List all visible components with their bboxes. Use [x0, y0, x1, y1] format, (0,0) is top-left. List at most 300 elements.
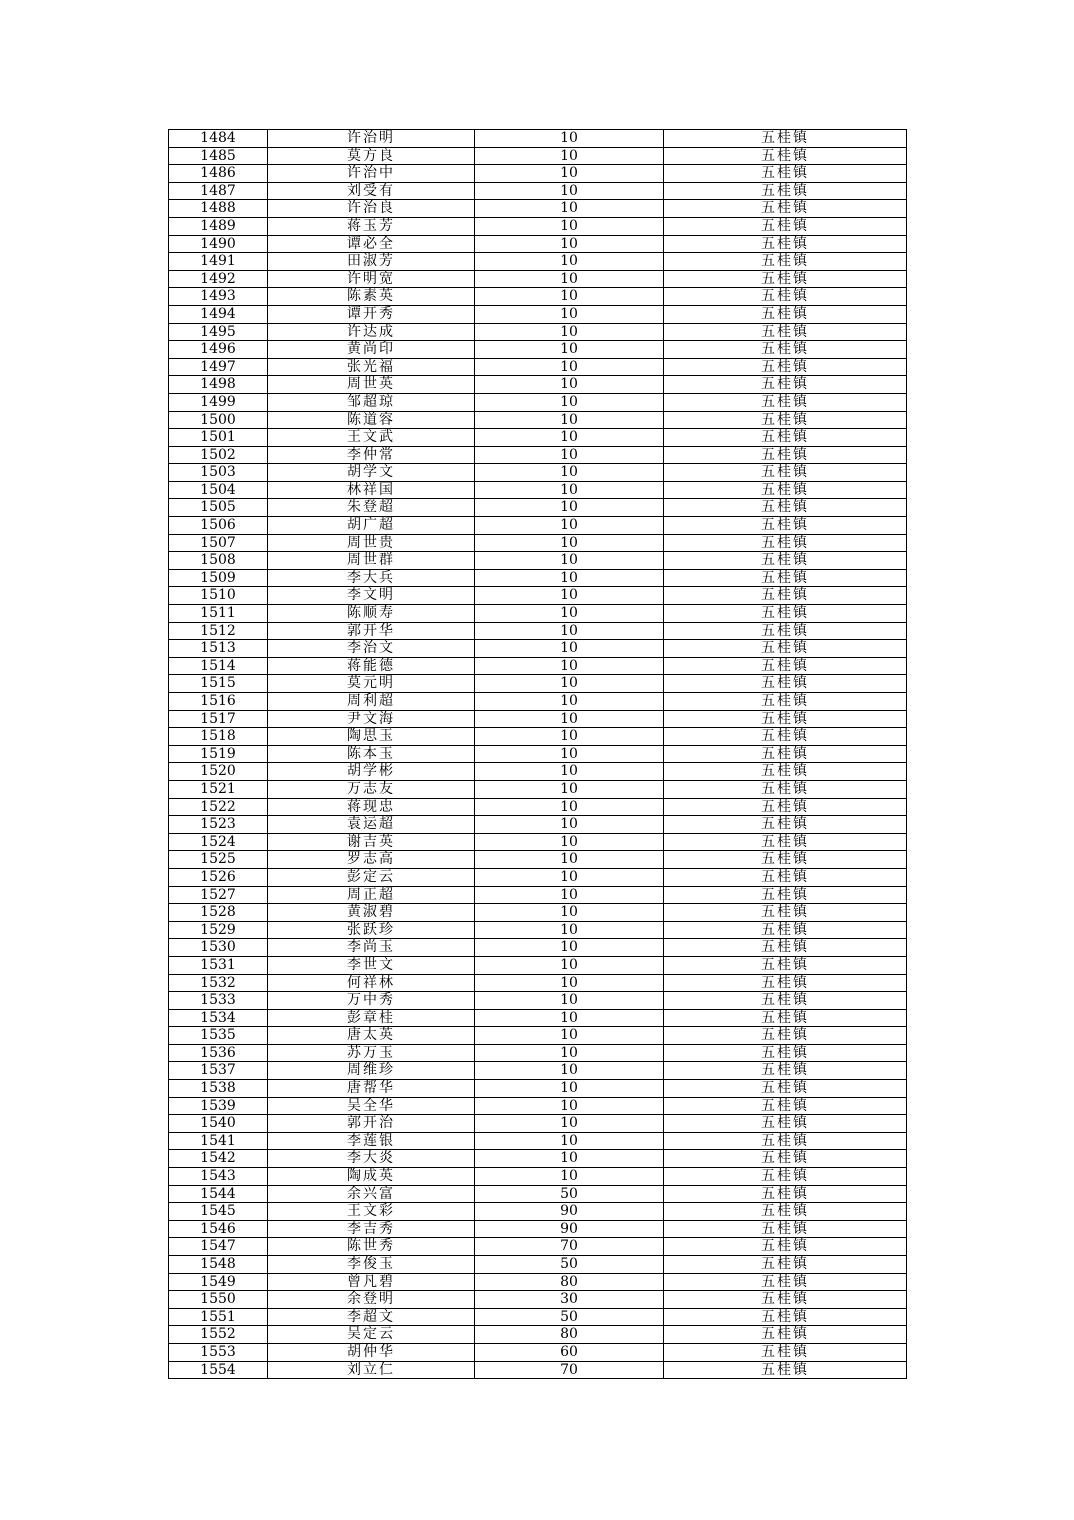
amount-cell: 10: [475, 1044, 664, 1062]
row-number-cell: 1507: [169, 534, 268, 552]
name-cell: 蒋能德: [268, 657, 475, 675]
name-cell: 黄淑碧: [268, 904, 475, 922]
table-row: [169, 429, 907, 447]
table-row: [169, 217, 907, 235]
amount-cell: 10: [475, 464, 664, 482]
table-row: [169, 1062, 907, 1080]
name-cell: 尹文海: [268, 710, 475, 728]
row-number-cell: 1533: [169, 992, 268, 1010]
name-cell: 彭章桂: [268, 1009, 475, 1027]
town-cell: 五桂镇: [664, 1115, 907, 1133]
row-number-cell: 1548: [169, 1256, 268, 1274]
name-cell: 李大炎: [268, 1150, 475, 1168]
amount-cell: 10: [475, 393, 664, 411]
town-cell: 五桂镇: [664, 235, 907, 253]
row-number-cell: 1536: [169, 1044, 268, 1062]
row-number-cell: 1505: [169, 499, 268, 517]
town-cell: 五桂镇: [664, 956, 907, 974]
amount-cell: 60: [475, 1343, 664, 1361]
row-number-cell: 1485: [169, 147, 268, 165]
name-cell: 张光福: [268, 358, 475, 376]
town-cell: 五桂镇: [664, 446, 907, 464]
name-cell: 王文武: [268, 429, 475, 447]
name-cell: 陈世秀: [268, 1238, 475, 1256]
amount-cell: 10: [475, 1168, 664, 1186]
row-number-cell: 1534: [169, 1009, 268, 1027]
town-cell: 五桂镇: [664, 1132, 907, 1150]
town-cell: 五桂镇: [664, 816, 907, 834]
name-cell: 万志友: [268, 780, 475, 798]
amount-cell: 10: [475, 323, 664, 341]
row-number-cell: 1541: [169, 1132, 268, 1150]
table-row: [169, 816, 907, 834]
name-cell: 万中秀: [268, 992, 475, 1010]
town-cell: 五桂镇: [664, 393, 907, 411]
town-cell: 五桂镇: [664, 1080, 907, 1098]
name-cell: 许治良: [268, 200, 475, 218]
table-row: [169, 1185, 907, 1203]
row-number-cell: 1532: [169, 974, 268, 992]
name-cell: 周世英: [268, 376, 475, 394]
amount-cell: 10: [475, 780, 664, 798]
town-cell: 五桂镇: [664, 1027, 907, 1045]
amount-cell: 10: [475, 147, 664, 165]
amount-cell: 10: [475, 1150, 664, 1168]
row-number-cell: 1530: [169, 939, 268, 957]
row-number-cell: 1515: [169, 675, 268, 693]
town-cell: 五桂镇: [664, 464, 907, 482]
town-cell: 五桂镇: [664, 1150, 907, 1168]
town-cell: 五桂镇: [664, 534, 907, 552]
table-row: [169, 1150, 907, 1168]
table-row: [169, 376, 907, 394]
town-cell: 五桂镇: [664, 1185, 907, 1203]
name-cell: 李大兵: [268, 569, 475, 587]
name-cell: 莫元明: [268, 675, 475, 693]
row-number-cell: 1540: [169, 1115, 268, 1133]
row-number-cell: 1551: [169, 1308, 268, 1326]
amount-cell: 10: [475, 939, 664, 957]
row-number-cell: 1496: [169, 341, 268, 359]
row-number-cell: 1494: [169, 305, 268, 323]
row-number-cell: 1497: [169, 358, 268, 376]
town-cell: 五桂镇: [664, 305, 907, 323]
amount-cell: 10: [475, 1132, 664, 1150]
name-cell: 陈道容: [268, 411, 475, 429]
amount-cell: 90: [475, 1220, 664, 1238]
name-cell: 唐帮华: [268, 1080, 475, 1098]
amount-cell: 10: [475, 710, 664, 728]
town-cell: 五桂镇: [664, 657, 907, 675]
table-row: [169, 956, 907, 974]
name-cell: 李仲常: [268, 446, 475, 464]
town-cell: 五桂镇: [664, 904, 907, 922]
table-row: [169, 763, 907, 781]
row-number-cell: 1525: [169, 851, 268, 869]
name-cell: 陈本玉: [268, 745, 475, 763]
table-row: [169, 868, 907, 886]
town-cell: 五桂镇: [664, 622, 907, 640]
name-cell: 胡学文: [268, 464, 475, 482]
name-cell: 胡广超: [268, 517, 475, 535]
table-row: [169, 147, 907, 165]
town-cell: 五桂镇: [664, 851, 907, 869]
amount-cell: 10: [475, 605, 664, 623]
table-row: [169, 921, 907, 939]
table-row: [169, 798, 907, 816]
table-row: [169, 358, 907, 376]
row-number-cell: 1506: [169, 517, 268, 535]
name-cell: 陶成英: [268, 1168, 475, 1186]
row-number-cell: 1546: [169, 1220, 268, 1238]
row-number-cell: 1547: [169, 1238, 268, 1256]
table-row: [169, 534, 907, 552]
table-row: [169, 939, 907, 957]
row-number-cell: 1544: [169, 1185, 268, 1203]
amount-cell: 10: [475, 411, 664, 429]
row-number-cell: 1503: [169, 464, 268, 482]
table-row: [169, 1361, 907, 1379]
town-cell: 五桂镇: [664, 1009, 907, 1027]
town-cell: 五桂镇: [664, 640, 907, 658]
row-number-cell: 1528: [169, 904, 268, 922]
row-number-cell: 1524: [169, 833, 268, 851]
town-cell: 五桂镇: [664, 411, 907, 429]
name-cell: 张跃珍: [268, 921, 475, 939]
table-row: [169, 904, 907, 922]
table-row: [169, 165, 907, 183]
table-row: [169, 130, 907, 148]
name-cell: 谭必全: [268, 235, 475, 253]
table-row: [169, 393, 907, 411]
amount-cell: 10: [475, 358, 664, 376]
table-row: [169, 1027, 907, 1045]
amount-cell: 10: [475, 622, 664, 640]
town-cell: 五桂镇: [664, 605, 907, 623]
row-number-cell: 1509: [169, 569, 268, 587]
name-cell: 许达成: [268, 323, 475, 341]
table-row: [169, 1132, 907, 1150]
town-cell: 五桂镇: [664, 780, 907, 798]
amount-cell: 80: [475, 1273, 664, 1291]
table-row: [169, 1220, 907, 1238]
town-cell: 五桂镇: [664, 1097, 907, 1115]
name-cell: 李莲银: [268, 1132, 475, 1150]
row-number-cell: 1549: [169, 1273, 268, 1291]
table-row: [169, 780, 907, 798]
table-row: [169, 1115, 907, 1133]
name-cell: 郭开治: [268, 1115, 475, 1133]
table-row: [169, 992, 907, 1010]
table-row: [169, 270, 907, 288]
town-cell: 五桂镇: [664, 1291, 907, 1309]
amount-cell: 10: [475, 657, 664, 675]
name-cell: 蒋玉芳: [268, 217, 475, 235]
amount-cell: 10: [475, 253, 664, 271]
amount-cell: 10: [475, 1009, 664, 1027]
name-cell: 何祥林: [268, 974, 475, 992]
table-row: [169, 481, 907, 499]
row-number-cell: 1520: [169, 763, 268, 781]
amount-cell: 10: [475, 921, 664, 939]
table-row: [169, 833, 907, 851]
name-cell: 余兴富: [268, 1185, 475, 1203]
amount-cell: 10: [475, 728, 664, 746]
town-cell: 五桂镇: [664, 1062, 907, 1080]
row-number-cell: 1538: [169, 1080, 268, 1098]
amount-cell: 10: [475, 429, 664, 447]
table-row: [169, 886, 907, 904]
row-number-cell: 1486: [169, 165, 268, 183]
amount-cell: 50: [475, 1256, 664, 1274]
amount-cell: 70: [475, 1361, 664, 1379]
name-cell: 陈素英: [268, 288, 475, 306]
name-cell: 田淑芳: [268, 253, 475, 271]
amount-cell: 10: [475, 992, 664, 1010]
row-number-cell: 1504: [169, 481, 268, 499]
name-cell: 周正超: [268, 886, 475, 904]
table-row: [169, 1238, 907, 1256]
row-number-cell: 1535: [169, 1027, 268, 1045]
town-cell: 五桂镇: [664, 763, 907, 781]
amount-cell: 10: [475, 1027, 664, 1045]
town-cell: 五桂镇: [664, 921, 907, 939]
row-number-cell: 1498: [169, 376, 268, 394]
town-cell: 五桂镇: [664, 1256, 907, 1274]
town-cell: 五桂镇: [664, 130, 907, 148]
town-cell: 五桂镇: [664, 798, 907, 816]
row-number-cell: 1550: [169, 1291, 268, 1309]
amount-cell: 10: [475, 886, 664, 904]
row-number-cell: 1545: [169, 1203, 268, 1221]
amount-cell: 50: [475, 1185, 664, 1203]
amount-cell: 10: [475, 217, 664, 235]
table-row: [169, 1203, 907, 1221]
amount-cell: 10: [475, 481, 664, 499]
town-cell: 五桂镇: [664, 481, 907, 499]
row-number-cell: 1495: [169, 323, 268, 341]
amount-cell: 10: [475, 235, 664, 253]
amount-cell: 10: [475, 587, 664, 605]
amount-cell: 10: [475, 1062, 664, 1080]
row-number-cell: 1529: [169, 921, 268, 939]
amount-cell: 10: [475, 376, 664, 394]
town-cell: 五桂镇: [664, 1308, 907, 1326]
table-row: [169, 552, 907, 570]
row-number-cell: 1518: [169, 728, 268, 746]
amount-cell: 10: [475, 745, 664, 763]
amount-cell: 10: [475, 1115, 664, 1133]
row-number-cell: 1526: [169, 868, 268, 886]
table-row: [169, 1308, 907, 1326]
town-cell: 五桂镇: [664, 1343, 907, 1361]
table-row: [169, 587, 907, 605]
town-cell: 五桂镇: [664, 1220, 907, 1238]
row-number-cell: 1554: [169, 1361, 268, 1379]
town-cell: 五桂镇: [664, 1168, 907, 1186]
name-cell: 袁运超: [268, 816, 475, 834]
table-row: [169, 974, 907, 992]
town-cell: 五桂镇: [664, 833, 907, 851]
row-number-cell: 1531: [169, 956, 268, 974]
row-number-cell: 1490: [169, 235, 268, 253]
name-cell: 吴定云: [268, 1326, 475, 1344]
row-number-cell: 1552: [169, 1326, 268, 1344]
name-cell: 蒋现忠: [268, 798, 475, 816]
amount-cell: 10: [475, 904, 664, 922]
town-cell: 五桂镇: [664, 1203, 907, 1221]
table-row: [169, 622, 907, 640]
row-number-cell: 1492: [169, 270, 268, 288]
amount-cell: 10: [475, 182, 664, 200]
name-cell: 李治文: [268, 640, 475, 658]
table-row: [169, 1256, 907, 1274]
town-cell: 五桂镇: [664, 1326, 907, 1344]
row-number-cell: 1491: [169, 253, 268, 271]
town-cell: 五桂镇: [664, 429, 907, 447]
table-row: [169, 341, 907, 359]
amount-cell: 10: [475, 1097, 664, 1115]
table-row: [169, 1291, 907, 1309]
town-cell: 五桂镇: [664, 499, 907, 517]
town-cell: 五桂镇: [664, 253, 907, 271]
amount-cell: 10: [475, 851, 664, 869]
amount-cell: 10: [475, 341, 664, 359]
table-row: [169, 411, 907, 429]
table-row: [169, 200, 907, 218]
amount-cell: 10: [475, 693, 664, 711]
town-cell: 五桂镇: [664, 341, 907, 359]
town-cell: 五桂镇: [664, 182, 907, 200]
row-number-cell: 1499: [169, 393, 268, 411]
name-cell: 李文明: [268, 587, 475, 605]
table-row: [169, 1343, 907, 1361]
town-cell: 五桂镇: [664, 165, 907, 183]
name-cell: 周利超: [268, 693, 475, 711]
table-row: [169, 640, 907, 658]
amount-cell: 10: [475, 833, 664, 851]
amount-cell: 10: [475, 499, 664, 517]
table-row: [169, 288, 907, 306]
table-row: [169, 1080, 907, 1098]
name-cell: 林祥国: [268, 481, 475, 499]
row-number-cell: 1484: [169, 130, 268, 148]
name-cell: 陈顺寿: [268, 605, 475, 623]
amount-cell: 10: [475, 517, 664, 535]
amount-cell: 70: [475, 1238, 664, 1256]
town-cell: 五桂镇: [664, 270, 907, 288]
row-number-cell: 1523: [169, 816, 268, 834]
amount-cell: 10: [475, 552, 664, 570]
table-row: [169, 517, 907, 535]
row-number-cell: 1553: [169, 1343, 268, 1361]
row-number-cell: 1500: [169, 411, 268, 429]
amount-cell: 10: [475, 200, 664, 218]
amount-cell: 10: [475, 763, 664, 781]
name-cell: 余登明: [268, 1291, 475, 1309]
amount-cell: 30: [475, 1291, 664, 1309]
amount-cell: 10: [475, 974, 664, 992]
table-row: [169, 693, 907, 711]
town-cell: 五桂镇: [664, 147, 907, 165]
amount-cell: 10: [475, 130, 664, 148]
table-row: [169, 710, 907, 728]
name-cell: 刘受有: [268, 182, 475, 200]
amount-cell: 10: [475, 446, 664, 464]
name-cell: 李俊玉: [268, 1256, 475, 1274]
name-cell: 许治明: [268, 130, 475, 148]
town-cell: 五桂镇: [664, 552, 907, 570]
row-number-cell: 1511: [169, 605, 268, 623]
name-cell: 李世文: [268, 956, 475, 974]
table-row: [169, 1097, 907, 1115]
town-cell: 五桂镇: [664, 710, 907, 728]
amount-cell: 10: [475, 816, 664, 834]
table-row: [169, 1009, 907, 1027]
amount-cell: 10: [475, 569, 664, 587]
name-cell: 彭定云: [268, 868, 475, 886]
town-cell: 五桂镇: [664, 675, 907, 693]
amount-cell: 10: [475, 288, 664, 306]
row-number-cell: 1519: [169, 745, 268, 763]
town-cell: 五桂镇: [664, 728, 907, 746]
town-cell: 五桂镇: [664, 974, 907, 992]
name-cell: 罗志高: [268, 851, 475, 869]
amount-cell: 10: [475, 270, 664, 288]
row-number-cell: 1522: [169, 798, 268, 816]
name-cell: 邹超琼: [268, 393, 475, 411]
name-cell: 苏万玉: [268, 1044, 475, 1062]
town-cell: 五桂镇: [664, 1273, 907, 1291]
name-cell: 周维珍: [268, 1062, 475, 1080]
name-cell: 许明宽: [268, 270, 475, 288]
row-number-cell: 1493: [169, 288, 268, 306]
name-cell: 周世贵: [268, 534, 475, 552]
row-number-cell: 1542: [169, 1150, 268, 1168]
amount-cell: 10: [475, 305, 664, 323]
table-row: [169, 182, 907, 200]
table-row: [169, 1326, 907, 1344]
town-cell: 五桂镇: [664, 693, 907, 711]
table-row: [169, 235, 907, 253]
name-cell: 郭开华: [268, 622, 475, 640]
name-cell: 胡学彬: [268, 763, 475, 781]
name-cell: 刘立仁: [268, 1361, 475, 1379]
row-number-cell: 1514: [169, 657, 268, 675]
name-cell: 胡仲华: [268, 1343, 475, 1361]
ledger-table: [168, 129, 907, 1379]
name-cell: 李尚玉: [268, 939, 475, 957]
table-row: [169, 1273, 907, 1291]
row-number-cell: 1539: [169, 1097, 268, 1115]
name-cell: 李超文: [268, 1308, 475, 1326]
name-cell: 朱登超: [268, 499, 475, 517]
town-cell: 五桂镇: [664, 1044, 907, 1062]
row-number-cell: 1516: [169, 693, 268, 711]
table-row: [169, 1044, 907, 1062]
table-row: [169, 657, 907, 675]
town-cell: 五桂镇: [664, 288, 907, 306]
row-number-cell: 1489: [169, 217, 268, 235]
town-cell: 五桂镇: [664, 587, 907, 605]
name-cell: 莫方良: [268, 147, 475, 165]
row-number-cell: 1512: [169, 622, 268, 640]
name-cell: 李吉秀: [268, 1220, 475, 1238]
ledger-body: [169, 130, 907, 1379]
name-cell: 王文彩: [268, 1203, 475, 1221]
table-row: [169, 728, 907, 746]
town-cell: 五桂镇: [664, 992, 907, 1010]
